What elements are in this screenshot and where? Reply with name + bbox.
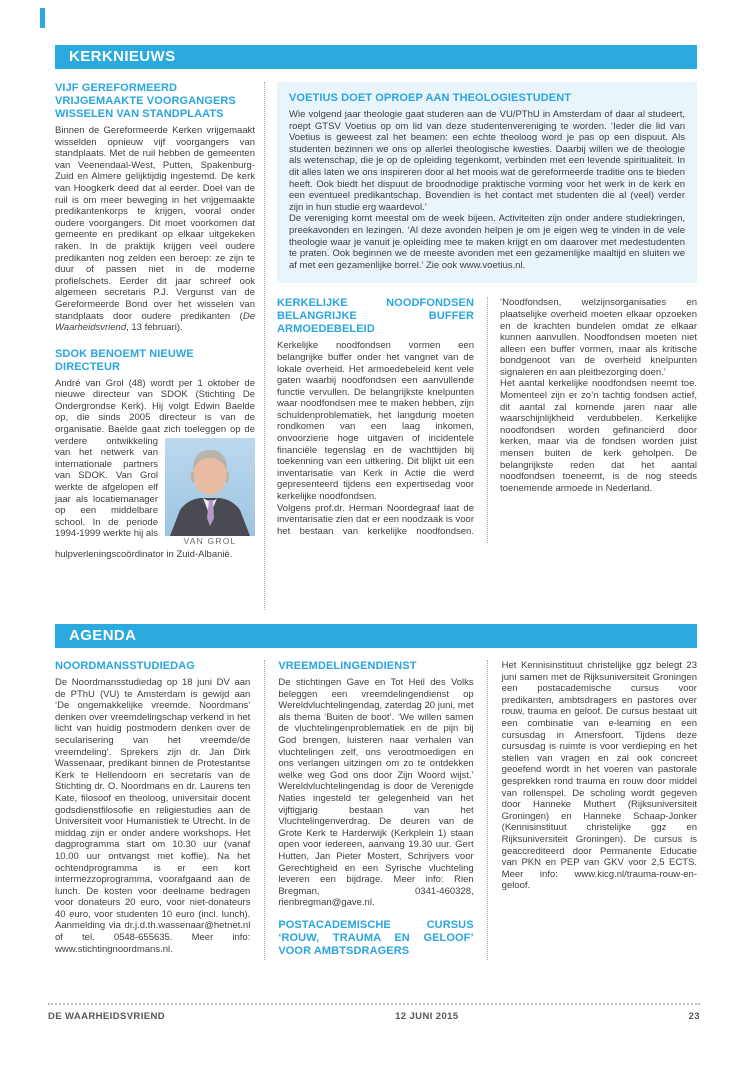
- agenda-item-body: De stichtingen Gave en Tot Heil des Volks beleggen een vreemdelingendienst op Wereldvluchtelingendag, zaterdag 20 juni, met als thema ‘Buiten de boot’. ‘We willen samen de vluchtelingenproblematiek en de pijn bij God brengen, luisteren naar verhalen van vluchtelingen zelf, ons verootmoedigen en ons verlangen uitzingen om zo te ontdekken welke weg God ons door Zijn Woord wijst.’ Wereldvluchtelingendag is door de Verenigde Naties ingesteld ter gelegenheid van het vijftigjarig bestaan van het Vluchtelingenverdrag. De deuren van de Grote Kerk te Harderwijk (Kerkplein 1) staan open voor iedereen, aanvang 19.30 uur. Gert Hutten, Jan Pieter Mostert, Schrijvers voor Gerechtigheid en een Syrische vluchteling leveren een bijdrage. Meer info: Rien Bregman, 0341-460328, rienbregman@gave.nl.: [278, 677, 474, 909]
- article-body: [55, 378, 255, 561]
- agenda-item-title: VREEMDELINGENDIENST: [278, 660, 417, 672]
- article-sdok: [55, 348, 255, 561]
- section-title: AGENDA: [69, 627, 137, 644]
- agenda-item-body: Het Kennisinstituut christelijke ggz belegt 23 juni samen met de Rijksuniversiteit Groningen een postacademische cursus voor predikanten, ambtsdragers en pastores over rouw, trauma en geloof. De cursus bestaat uit een combinatie van e-learning en een cursusdag in Amersfoort. Tijdens deze cursusdag is ruimte is voor verdieping en het stellen van vragen en zal ook concreet geoefend wordt in het voeren van pastorale gesprekken rond trauma en rouw door middel van rollenspel. De scholing wordt gegeven door Hanneke Muthert (Rijksuniversiteit Groningen) en Hanneke Schaap-Jonker (Kennisinstituut christelijke ggz en Rijksuniversiteit Groningen). De cursus is geaccrediteerd door Permanente Educatie van PKN en PEP van GKV voor 2,5 ECTS. Meer info: www.kicg.nl/trauma-rouw-en-geloof.: [501, 660, 697, 892]
- article-title: SDOK BENOEMT NIEUWE DIRECTEUR: [55, 347, 194, 373]
- agenda-item-vreemdelingendienst: [278, 660, 473, 909]
- page-edge-mark: [40, 8, 45, 28]
- article-title: VOETIUS DOET OPROEP AAN THEOLOGIESTUDENT: [289, 92, 572, 104]
- footer-publication: DE WAARHEIDSVRIEND: [48, 1011, 165, 1022]
- agenda-item-body: De Noordmansstudiedag op 18 juni DV aan de PThU (VU) te Amsterdam is gewijd aan ‘De ongemakkelijke vreemde. Noordmans’ denken over vreemdelingschap verkend in het licht van huidig postmodern denken over de secularisering van het vreemde/de vreemdeling’. Sprekers zijn dr. Jan Dirk Wassenaar, predikant binnen de Protestantse Kerk te Hellendoorn en secretaris van de Stichting dr. O. Noordmans en dr. Laurens ten Kate, filosoof en theoloog, universitair docent godsdienstfilosofie en religiestudies aan de Universiteit voor Humanistiek te Utrecht. In de middag zijn er onder andere workshops. Het dagprogramma start om 10.30 uur (vanaf 10.00 uur ontvangst met koffie). Na het ochtendprogramma is er een kort intermezzoprogramma, voorafgaand aan de lunch. De kosten voor deelname bedragen voor donateurs 20 euro, voor niet-donateurs 40 euro, voor studenten 10 euro (incl. lunch). Aanmelding via dr.j.d.th.wassenaar@hetnet.nl of tel. 0548-655635. Meer info: www.stichtingnoordmans.nl.: [55, 677, 251, 955]
- van-grol-portrait-photo: [165, 438, 255, 536]
- agenda-item-noordmansstudiedag: [55, 660, 250, 955]
- article-standplaats: [55, 82, 255, 334]
- article-paragraph: De vereniging komt meestal om de week bijeen. Activiteiten zijn onder andere studiekringen, preekavonden en lezingen. ‘Al deze avonden helpen je om je eigen weg te vinden in de vele theologie waar je vanuit je opleiding mee te maken krijgt en om daarover met medestudenten te praten. Ook beginnen we de meeste avonden met een gezamenlijke maaltijd en sluiten we af met een gezamenlijke borrel.’ Zie ook www.voetius.nl.: [289, 213, 685, 271]
- article-body: [55, 125, 255, 334]
- section-title: KERKNIEUWS: [69, 48, 176, 65]
- page-content: [55, 45, 697, 960]
- article-text-rest: ontwikkeling van het netwerk van internationale partners van SDOK. Van Grol werkte de afgelopen elf jaar als locatiemanager op een middelbare school. In de periode 1994-1999 werkte hij als hulpverleningscoördinator in Zuid-Albanië.: [55, 435, 233, 561]
- agenda-columns: [55, 660, 697, 960]
- portrait-figure: [165, 438, 255, 548]
- footer-page-number: 23: [688, 1011, 700, 1022]
- section-header-kerknieuws: [55, 45, 697, 69]
- page-footer: [48, 1003, 700, 1022]
- voetius-highlight-box: [277, 82, 697, 283]
- agenda-item-title: POSTACADEMISCHE CURSUS ‘ROUW, TRAUMA EN GELOOF’ VOOR AMBTSDRAGERS: [278, 918, 474, 957]
- top-section: [55, 82, 697, 610]
- left-column: [55, 82, 255, 610]
- article-text-end: , 13 februari).: [126, 322, 183, 334]
- article-text: Binnen de Gereformeerde Kerken vrijgemaakt wisselden opnieuw vijf voorgangers van standplaats. Met de ruil hebben de gemeenten van Veenendaal-West, Putten, Spakenburg-Zuid en Almere gelijktijdig ingestemd. De kerk van Hoogkerk deed dat al eerder. Doel van de ruil is om meer beweging in het vrijgemaakte predikantenkorps te krijgen, vooral onder oudere voorgangers. Dit moet voorkomen dat gemeente en predikant op elkaar uitgekeken raken. In de praktijk krijgen veel oudere predikanten nog zelden een beroep: ze zijn te duur of passen niet in de moderne profielschets. Eerder dit jaar schreef ook algemeen secretaris P.J. Vergunst van de Gereformeerde Bond over het wisselen van standplaats door oudere predikanten (: [55, 125, 255, 322]
- article-paragraph: Wie volgend jaar theologie gaat studeren aan de VU/PThU in Amsterdam of daar al studeert, roept GTSV Voetius op om lid van deze studentenvereniging te worden. ‘Ieder die lid van Voetius is geweest zal het beamen: een echte theoloog word je pas op een dispuut. Als studenten bezinnen we ons op allerlei theologische kwesties. Daarbij willen we de theologie als wetenschap, die je op de opleiding tegenkomt, verbinden met een levende spiritualiteit. In dit alles laten we ons inspireren door al het moois wat de gereformeerde traditie ons te bieden heeft. Ook biedt het dispuut de broodnodige praktische vorming voor het werk in de kerk en een eventueel predikantschap. Bovendien is het contact met studenten die al (veel) verder zijn in hun studie erg waardevol.’: [289, 109, 685, 213]
- article-paragraph: Volgens prof.dr. Herman Noordegraaf laat de inventarisatie zien dat er een noodzaak is voor het bestaan van kerkelijke noodfondsen. ‘Noodfondsen, welzijnsorganisaties en plaatselijke overheid moeten elkaar opzoeken en de krachten bundelen omdat ze elkaar kunnen aanvullen. Noodfondsen moeten niet alleen een buffer vormen, maar als kritische bondgenoot van de overheid knelpunten signaleren en aan pleitbezorging doen.’: [277, 297, 697, 537]
- agenda-section: [55, 624, 697, 960]
- agenda-item-title: NOORDMANSSTUDIEDAG: [55, 660, 195, 672]
- article-text-lead: André van Grol (48) wordt per 1 oktober de nieuwe directeur van SDOK (Stichting De Ondergrondse Kerk). Hij volgt Edwin Baelde op, die sinds 2005 directeur is van de organisatie. Baelde gaat zich toeleggen op de verdere: [55, 377, 255, 447]
- section-header-agenda: [55, 624, 697, 648]
- article-body: [289, 109, 685, 271]
- photo-caption: VAN GROL: [183, 535, 237, 546]
- article-paragraph: Het aantal kerkelijke noodfondsen neemt toe. Momenteel zijn er zo’n tachtig fondsen actief, dit aantal zal komende jaren naar alle waarschijnlijkheid verdubbelen. Kerkelijke noodfondsen worden gefinancierd door kerken, maar via de fondsen worden juist mensen buiten de kerk geholpen. De belangrijkste reden dat het aantal noodfondsen toeneemt, is de nog steeds toenemende armoede in Nederland.: [500, 378, 697, 494]
- article-paragraph: Kerkelijke noodfondsen vormen een belangrijke buffer onder het vangnet van de lokale overheid. Het armoedebeleid kent vele gaten waarbij noodfondsen een aanvullende functie vervullen. De belangrijkste knelpunten waar noodfondsen mee te maken hebben, zijn schuldenproblematiek, het langdurig moeten rondkomen van een laag inkomen, onvoorziene hoge uitgaven of incidentele financiële tegenslag en de wachttijden bij toekenning van een uitkering. Dit blijkt uit een inventarisatie van Kerk in Actie die werd gepresenteerd tijdens een expertisedag voor kerkelijke noodfondsen.: [277, 340, 474, 503]
- article-noodfondsen: [277, 297, 697, 543]
- article-title: VIJF GEREFORMEERD VRIJGEMAAKTE VOORGANGERS WISSELEN VAN STANDPLAATS: [55, 82, 236, 120]
- footer-date: 12 JUNI 2015: [395, 1011, 459, 1022]
- article-title: KERKELIJKE NOODFONDSEN BELANGRIJKE BUFFER ARMOEDEBELEID: [277, 297, 474, 336]
- cited-publication: De Waarheidsvriend: [55, 310, 255, 334]
- right-column: [264, 82, 697, 610]
